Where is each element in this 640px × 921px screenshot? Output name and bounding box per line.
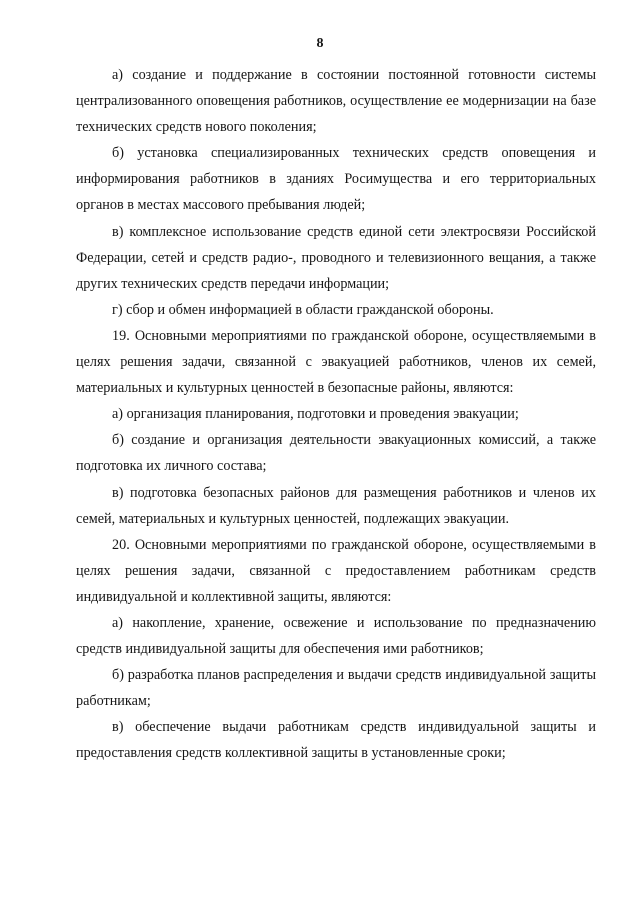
paragraph-20a: а) накопление, хранение, освежение и использование по предназначению средств индивидуальной защиты для обеспечения ими работников; bbox=[76, 614, 596, 658]
paragraph-18c: в) комплексное использование средств единой сети электросвязи Российской Федерации, сетей и средств радио-, проводного и телевизионного вещания, а также других технических средств передачи информации; bbox=[76, 223, 596, 292]
paragraph-19: 19. Основными мероприятиями по гражданской обороне, осуществляемыми в целях решения задачи, связанной с эвакуацией работников, членов их семей, материальных и культурных ценностей в безопасные районы, являются: bbox=[76, 327, 596, 397]
paragraph-18a: а) создание и поддержание в состоянии постоянной готовности системы централизованного оповещения работников, осуществление ее модернизации на базе технических средств нового поколения; bbox=[76, 67, 596, 136]
paragraph-19a: а) организация планирования, подготовки и проведения эвакуации; bbox=[112, 406, 519, 423]
paragraph-19b: б) создание и организация деятельности эвакуационных комиссий, а также подготовка их личного состава; bbox=[76, 432, 596, 475]
page-number: 8 bbox=[316, 36, 324, 51]
paragraph-18d: г) сбор и обмен информацией в области гражданской обороны. bbox=[112, 301, 494, 318]
paragraph-20b: б) разработка планов распределения и выдачи средств индивидуальной защиты работникам; bbox=[76, 667, 596, 710]
paragraph-18b: б) установка специализированных технических средств оповещения и информирования работников в зданиях Росимущества и его территориальных органов в местах массового пребывания людей; bbox=[76, 145, 596, 214]
paragraph-19c: в) подготовка безопасных районов для размещения работников и членов их семей, материальных и культурных ценностей, подлежащих эвакуации. bbox=[76, 484, 596, 527]
document-body bbox=[76, 62, 596, 767]
paragraph-20c: в) обеспечение выдачи работникам средств индивидуальной защиты и предоставления средств коллективной защиты в установленные сроки; bbox=[76, 719, 596, 762]
paragraph-20: 20. Основными мероприятиями по гражданской обороне, осуществляемыми в целях решения задачи, связанной с предоставлением работникам средств индивидуальной и коллективной защиты, являются: bbox=[76, 536, 596, 605]
